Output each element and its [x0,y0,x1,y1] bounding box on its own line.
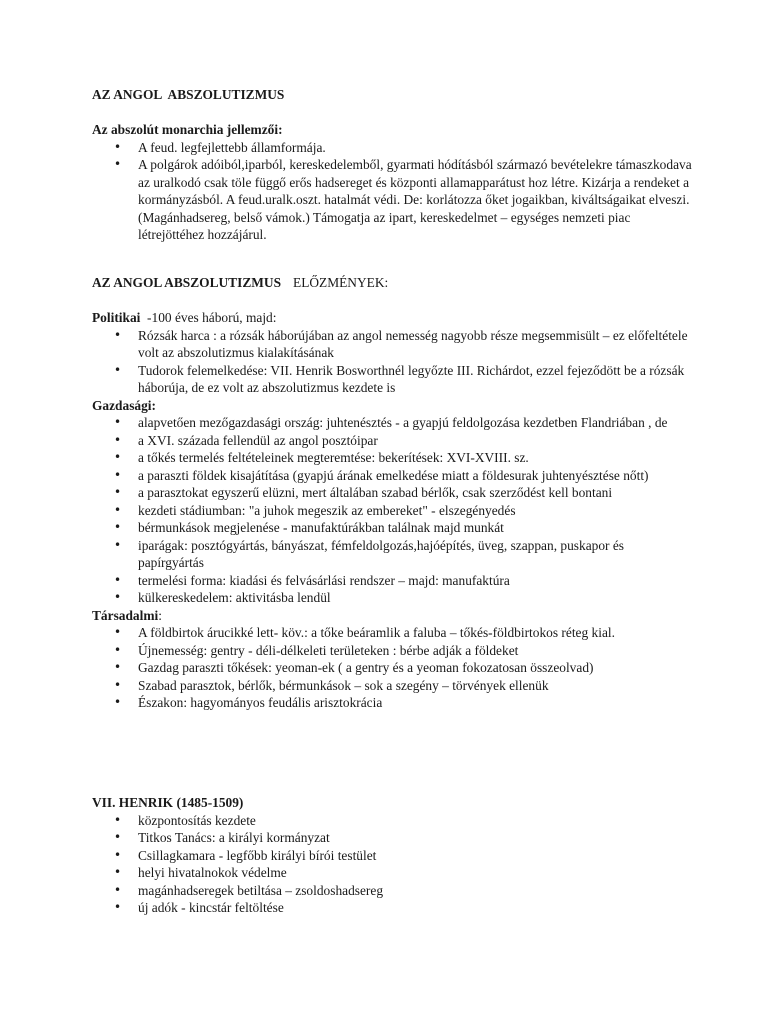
list-item: • helyi hivatalnokok védelme [92,864,692,882]
list-item: • Északon: hagyományos feudális arisztokrácia [92,694,692,712]
list-item: • Csillagkamara - legfőbb királyi bírói testület [92,847,692,865]
list-item: • termelési forma: kiadási és felvásárlási rendszer – majd: manufaktúra [92,572,692,590]
list-item: • Rózsák harca : a rózsák háborújában az angol nemesség nagyobb része megsemmisült – ez előfeltétele volt az abszolutizmus kialakításának [92,327,692,362]
subheading-monarchia-jellemzoi: Az abszolút monarchia jellemzői: [92,122,283,137]
list-monarchia-jellemzoi [92,139,692,244]
heading-angol-abszolutizmus: AZ ANGOL ABSZOLUTIZMUS [92,87,285,102]
list-item: • a paraszti földek kisajátítása (gyapjú árának emelkedése miatt a földesurak juhtenyésztése nőtt) [92,467,692,485]
list-politikai [92,327,692,397]
list-tarsadalmi [92,624,692,712]
list-item: • A földbirtok árucikké lett- köv.: a tőke beáramlik a faluba – tőkés-földbirtokos réteg kial. [92,624,692,642]
subheading-politikai [92,309,692,327]
list-item: • A feud. legfejlettebb államformája. [92,139,692,157]
list-item: • A polgárok adóiból,iparból, kereskedelemből, gyarmati hódításból származó bevételekre támaszkodava az uralkodó csak töle függő erős hadsereget és központi allamapparátust hoz létre. Kizárja a rendeket a kormányzásból. A feud.uralk.oszt. hatalmát védi. De: korlátozza őket jogaikban, kiváltságaikat elveszi. (Magánhadsereg, belső vámok.) Támogatja az ipart, kereskedelmet – egységes nemzeti piac létrejöttéhez hozzájárul. [92,156,692,244]
list-item: • Szabad parasztok, bérlők, bérmunkások – sok a szegény – törvények ellenük [92,677,692,695]
list-item: • magánhadseregek betiltása – zsoldoshadsereg [92,882,692,900]
list-item: • a XVI. százada fellendül az angol posztóipar [92,432,692,450]
list-item: • Újnemesség: gentry - déli-délkeleti területeken : bérbe adják a földeket [92,642,692,660]
list-item: • kezdeti stádiumban: "a juhok megeszik az embereket" - elszegényedés [92,502,692,520]
heading-vii-henrik: VII. HENRIK (1485-1509) [92,795,244,810]
politikai-text: -100 éves háború, majd: [140,310,277,325]
label-tarsadalmi-colon: : [158,607,162,623]
list-item: • központosítás kezdete [92,812,692,830]
list-item: • a tőkés termelés feltételeinek megteremtése: bekerítések: XVI-XVIII. sz. [92,449,692,467]
label-politikai: Politikai [92,310,141,325]
section-absolutism-intro [92,86,692,244]
list-item: • iparágak: posztógyártás, bányászat, fémfeldolgozás,hajóépítés, üveg, szappan, puskapor és papírgyártás [92,537,692,572]
label-tarsadalmi: Társadalmi [92,607,159,623]
subheading-tarsadalmi [92,607,692,625]
list-item: • bérmunkások megjelenése - manufaktúrákban találnak majd munkát [92,519,692,537]
list-vii-henrik [92,812,692,917]
list-gazdasagi [92,414,692,607]
list-item: • alapvetően mezőgazdasági ország: juhtenésztés - a gyapjú feldolgozása kezdetben Flandriában , de [92,414,692,432]
section-vii-henrik [92,794,692,917]
list-item: • új adók - kincstár feltöltése [92,899,692,917]
list-item: • külkereskedelem: aktivitásba lendül [92,589,692,607]
heading-elozmenyek [92,274,692,292]
heading-elozmenyek-title: AZ ANGOL ABSZOLUTIZMUS [92,275,282,290]
list-item: • Tudorok felemelkedése: VII. Henrik Bosworthnél legyőzte III. Richárdot, ezzel fejeződött be a rózsák háborúja, de ez volt az abszolutizmus kezdete is [92,362,692,397]
heading-elozmenyek-suffix: ELŐZMÉNYEK: [293,275,389,290]
list-item: • a parasztokat egyszerű elüzni, mert általában szabad bérlők, csak szerződést kell bontani [92,484,692,502]
list-item: • Titkos Tanács: a királyi kormányzat [92,829,692,847]
subheading-gazdasagi: Gazdasági: [92,397,156,413]
section-elozmenyek [92,274,692,712]
list-item: • Gazdag paraszti tőkések: yeoman-ek ( a gentry és a yeoman fokozatosan összeolvad) [92,659,692,677]
